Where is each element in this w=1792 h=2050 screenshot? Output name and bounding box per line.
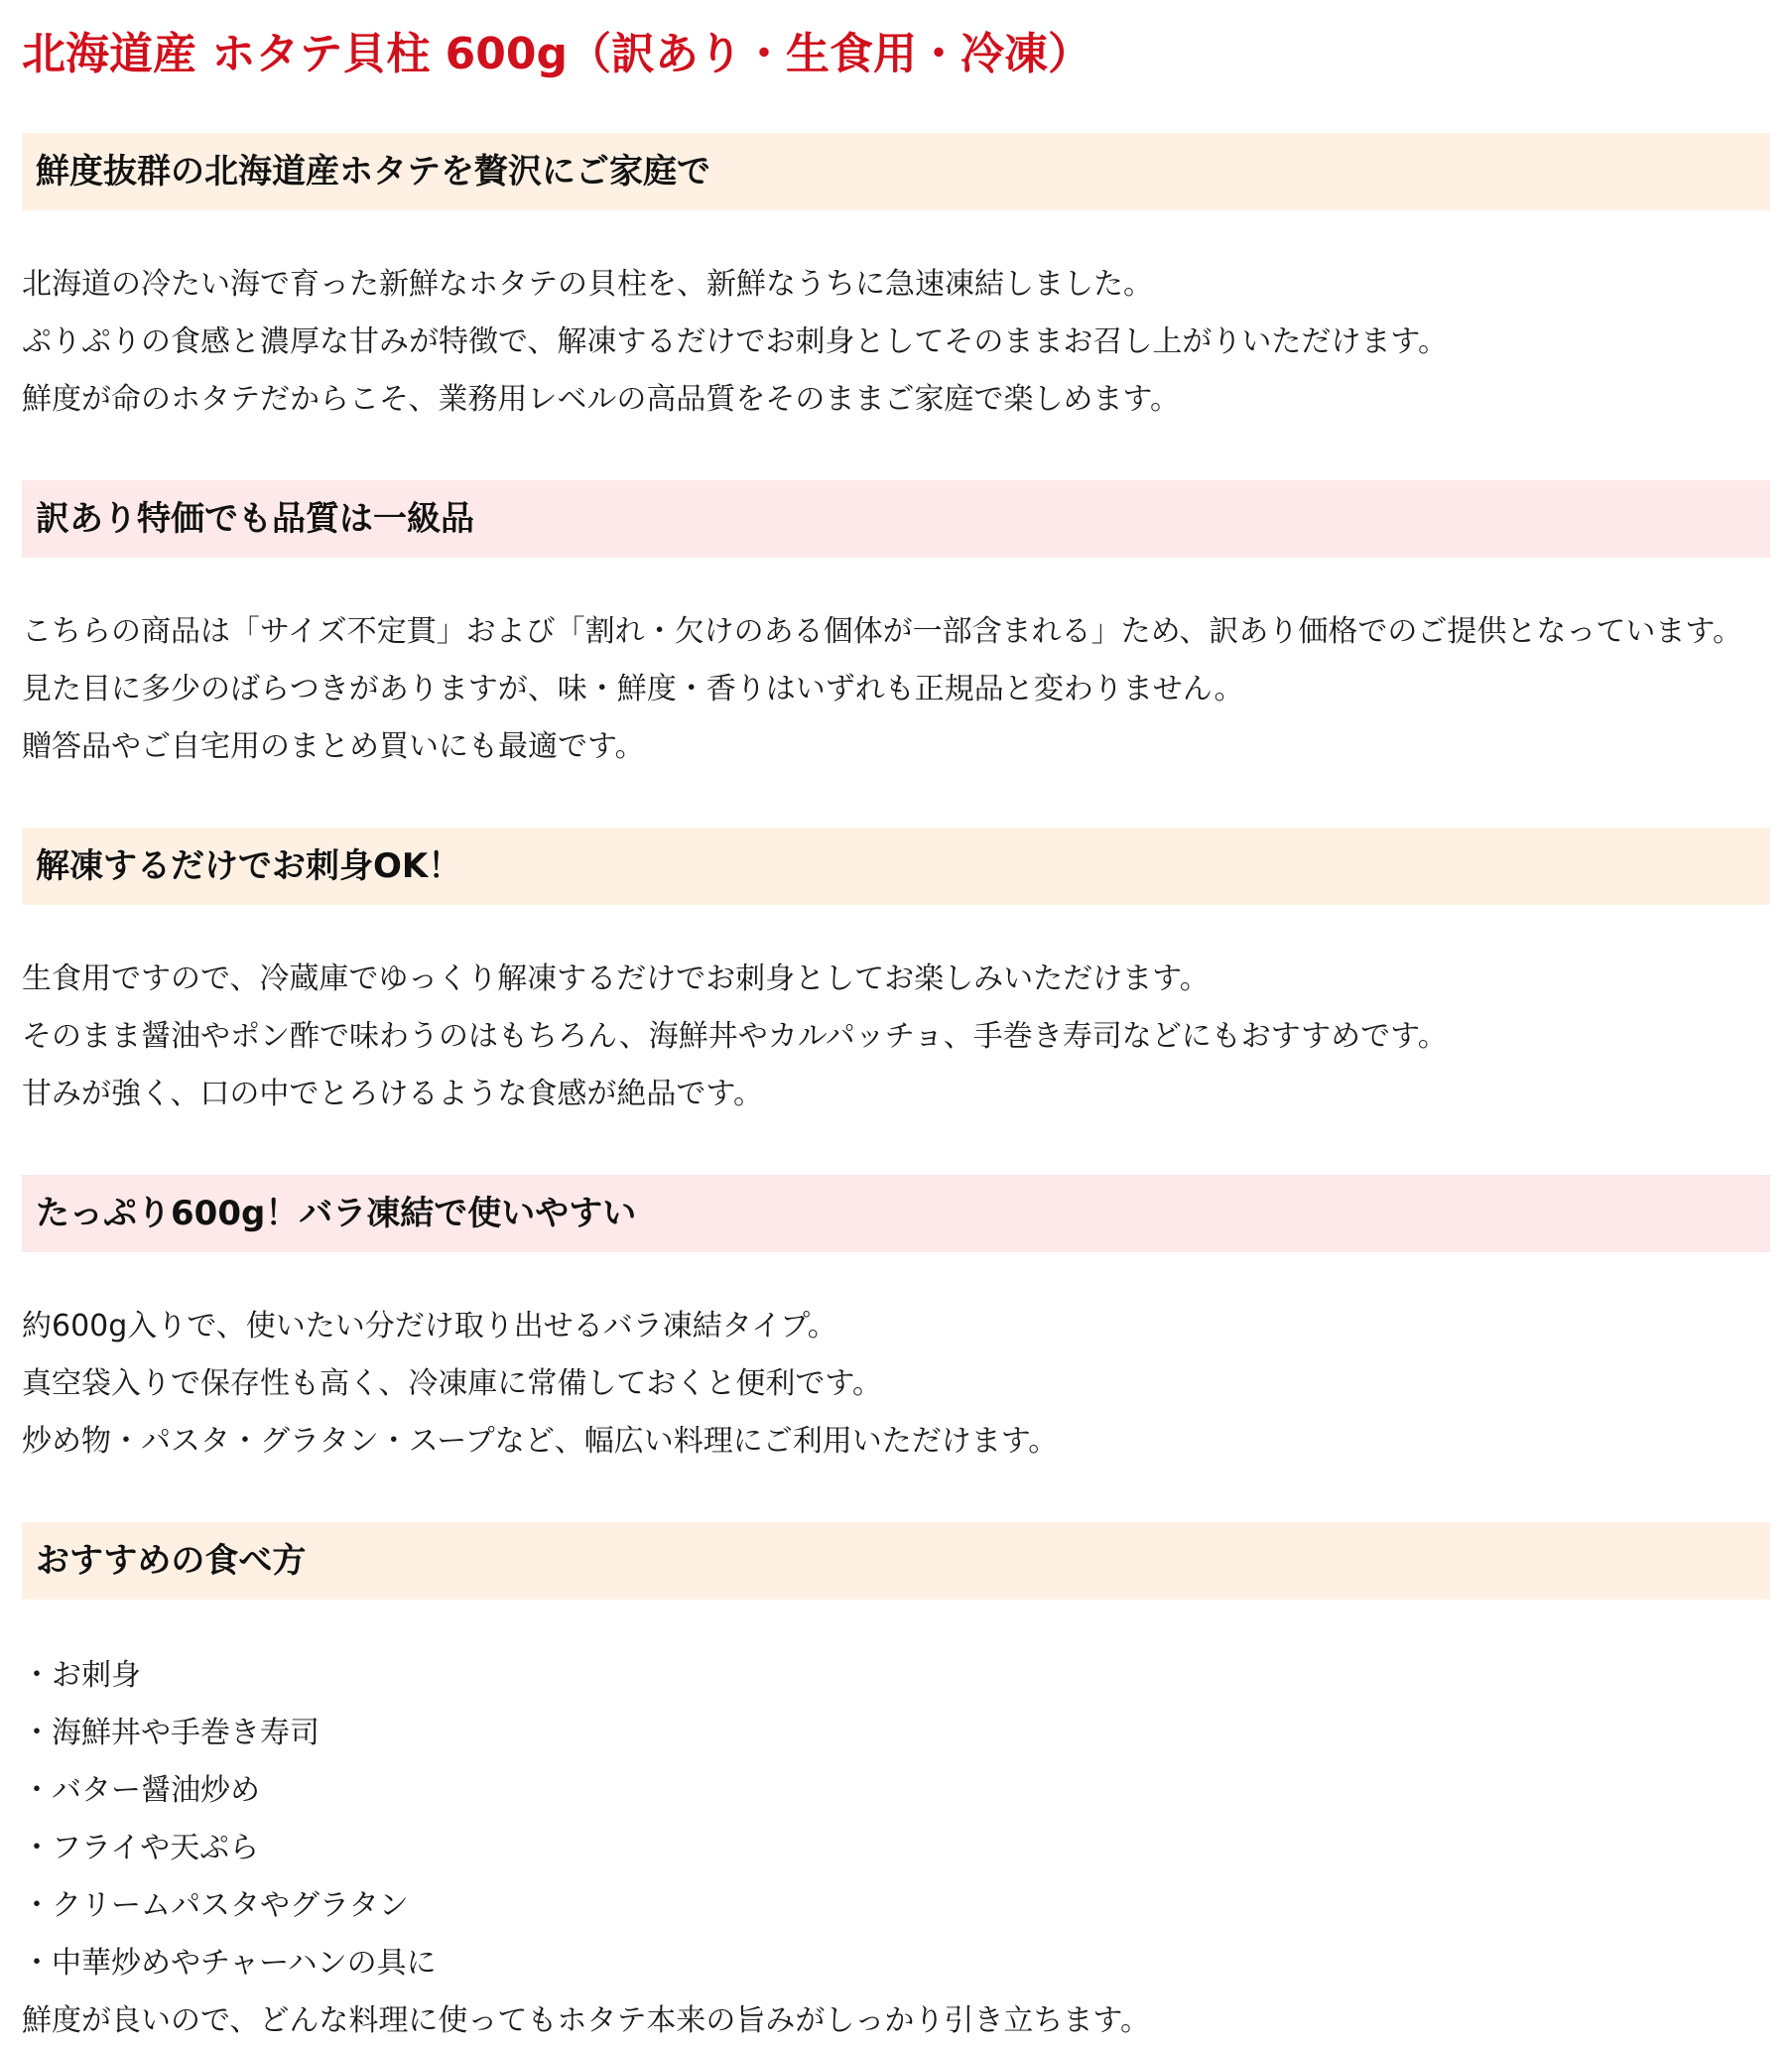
section-body-sashimi <box>22 951 1770 1123</box>
list-item: ・バター醤油炒め <box>22 1773 260 1808</box>
section-heading-recommended: おすすめの食べ方 <box>22 1522 1770 1600</box>
section-body-portion <box>22 1298 1770 1471</box>
section-body-quality <box>22 603 1770 776</box>
list-item: ・クリームパスタやグラタン <box>22 1888 409 1923</box>
recommended-list <box>22 1647 1770 1992</box>
section-heading-quality: 訳あり特価でも品質は一級品 <box>22 480 1770 558</box>
paragraph-line: 贈答品やご自宅用のまとめ買いにも最適です。 <box>22 729 645 764</box>
section-heading-freshness: 鮮度抜群の北海道産ホタテを贅沢にご家庭で <box>22 133 1770 210</box>
page-title: 北海道産 ホタテ貝柱 600g（訳あり・生食用・冷凍） <box>22 29 1091 79</box>
paragraph-line: 見た目に多少のばらつきがありますが、味・鮮度・香りはいずれも正規品と変わりません。 <box>22 672 1244 706</box>
paragraph-line: 真空袋入りで保存性も高く、冷凍庫に常備しておくと便利です。 <box>22 1366 882 1401</box>
paragraph-line: 約600g入りで、使いたい分だけ取り出せるバラ凍結タイプ。 <box>22 1309 837 1344</box>
paragraph-line: 鮮度が命のホタテだからこそ、業務用レベルの高品質をそのままご家庭で楽しめます。 <box>22 382 1180 417</box>
list-item: ・海鮮丼や手巻き寿司 <box>22 1716 320 1750</box>
paragraph-line: ぷりぷりの食感と濃厚な甘みが特徴で、解凍するだけでお刺身としてそのままお召し上がりいただけます。 <box>22 324 1448 359</box>
paragraph-line: こちらの商品は「サイズ不定貫」および「割れ・欠けのある個体が一部含まれる」ため、訳あり価格でのご提供となっています。 <box>22 614 1742 649</box>
closing-text: 鮮度が良いので、どんな料理に使ってもホタテ本来の旨みがしっかり引き立ちます。 <box>22 2003 1150 2038</box>
list-item: ・お刺身 <box>22 1658 141 1693</box>
section-heading-portion: たっぷり600g！バラ凍結で使いやすい <box>22 1175 1770 1252</box>
section-heading-sashimi: 解凍するだけでお刺身OK！ <box>22 828 1770 905</box>
paragraph-line: 甘みが強く、口の中でとろけるような食感が絶品です。 <box>22 1077 763 1111</box>
paragraph-line: 炒め物・パスタ・グラタン・スープなど、幅広い料理にご利用いただけます。 <box>22 1424 1059 1459</box>
paragraph-line: 生食用ですので、冷蔵庫でゆっくり解凍するだけでお刺身としてお楽しみいただけます。 <box>22 961 1210 996</box>
list-item: ・中華炒めやチャーハンの具に <box>22 1946 437 1981</box>
paragraph-line: そのまま醤油やポン酢で味わうのはもちろん、海鮮丼やカルパッチョ、手巻き寿司などにもおすすめです。 <box>22 1019 1448 1054</box>
section-body-freshness <box>22 256 1770 429</box>
paragraph-line: 北海道の冷たい海で育った新鮮なホタテの貝柱を、新鮮なうちに急速凍結しました。 <box>22 267 1153 302</box>
list-item: ・フライや天ぷら <box>22 1831 260 1865</box>
